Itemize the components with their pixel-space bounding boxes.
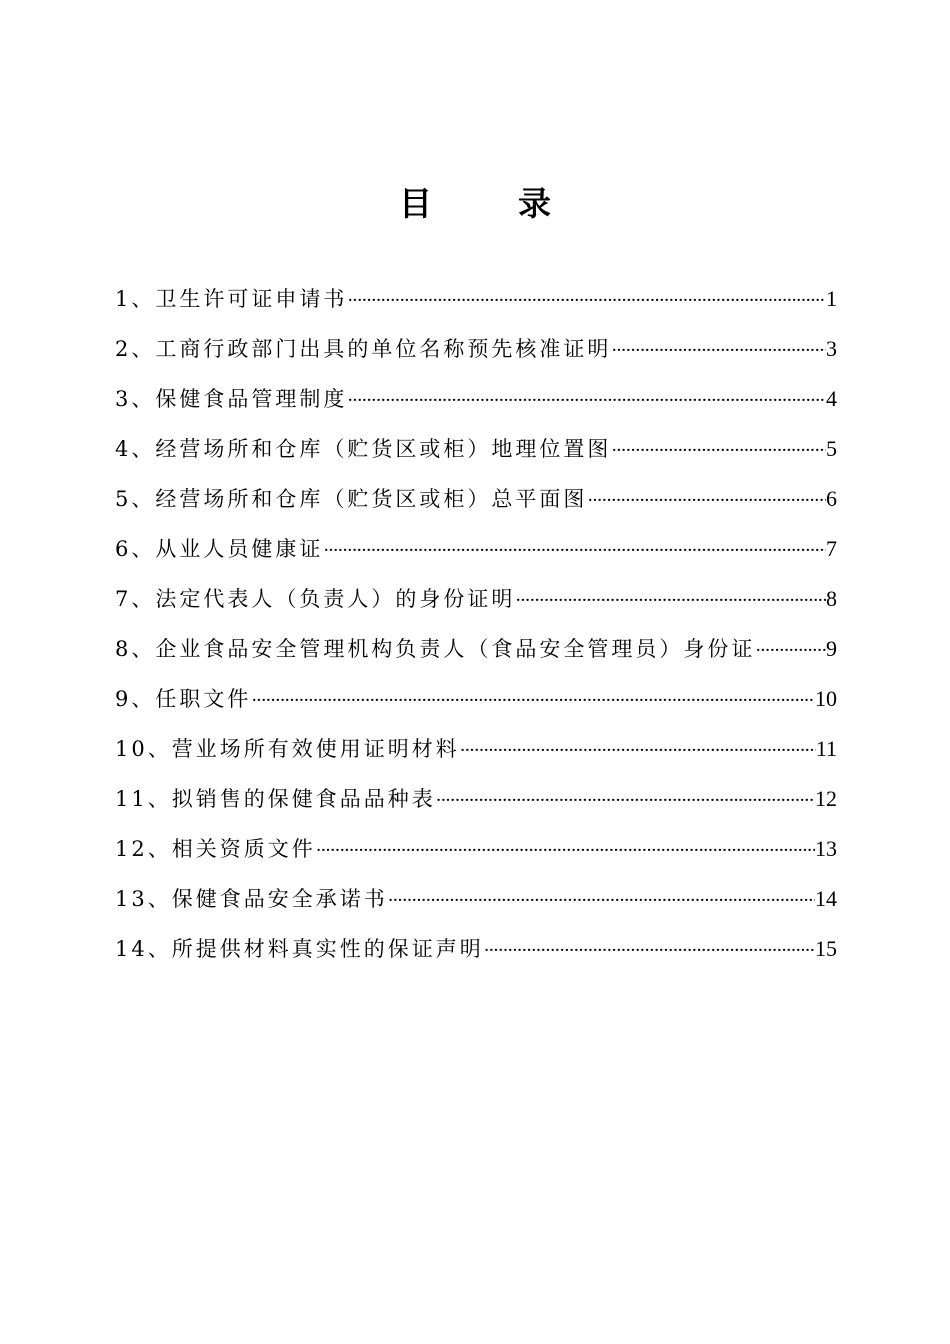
toc-entry-page: 14 <box>815 886 837 911</box>
toc-entry-4[interactable] <box>115 430 837 480</box>
toc-entry-label: 1、卫生许可证申请书 <box>115 287 348 311</box>
toc-leader-dots <box>347 382 826 420</box>
toc-entry-label: 3、保健食品管理制度 <box>115 387 348 411</box>
toc-entry-page: 1 <box>826 286 837 311</box>
toc-entry-page: 7 <box>826 536 837 561</box>
toc-entry-label: 12、相关资质文件 <box>115 837 316 861</box>
page-title <box>0 178 950 225</box>
toc-entry-1[interactable] <box>115 280 837 330</box>
toc-entry-label: 7、法定代表人（负责人）的身份证明 <box>115 587 516 611</box>
toc-entry-6[interactable] <box>115 530 837 580</box>
toc-entry-5[interactable] <box>115 480 837 530</box>
title-char-left: 目 <box>399 184 432 223</box>
toc-entry-page: 6 <box>826 486 837 511</box>
toc-entry-9[interactable] <box>115 680 837 730</box>
toc-entry-7[interactable] <box>115 580 837 630</box>
toc-leader-dots <box>611 432 826 470</box>
toc-entry-3[interactable] <box>115 380 837 430</box>
toc-entry-label: 11、拟销售的保健食品品种表 <box>115 787 436 811</box>
toc-entry-13[interactable] <box>115 880 837 930</box>
toc-leader-dots <box>484 932 815 970</box>
title-char-right: 录 <box>518 184 551 223</box>
table-of-contents <box>115 280 837 980</box>
toc-leader-dots <box>515 582 826 620</box>
toc-entry-10[interactable] <box>115 730 837 780</box>
toc-entry-label: 4、经营场所和仓库（贮货区或柜）地理位置图 <box>115 437 612 461</box>
toc-entry-page: 8 <box>826 586 837 611</box>
toc-leader-dots <box>611 332 826 370</box>
toc-entry-label: 13、保健食品安全承诺书 <box>115 887 388 911</box>
toc-entry-page: 11 <box>815 736 837 761</box>
toc-entry-2[interactable] <box>115 330 837 380</box>
toc-entry-11[interactable] <box>115 780 837 830</box>
toc-entry-label: 14、所提供材料真实性的保证声明 <box>115 937 484 961</box>
toc-leader-dots <box>388 882 815 920</box>
toc-leader-dots <box>323 532 826 570</box>
toc-entry-page: 3 <box>826 336 837 361</box>
toc-entry-page: 10 <box>815 686 837 711</box>
toc-leader-dots <box>436 782 815 820</box>
toc-entry-12[interactable] <box>115 830 837 880</box>
toc-entry-label: 10、营业场所有效使用证明材料 <box>115 737 460 761</box>
toc-leader-dots <box>316 832 815 870</box>
toc-leader-dots <box>460 732 816 770</box>
toc-entry-page: 9 <box>826 636 837 661</box>
toc-entry-label: 6、从业人员健康证 <box>115 537 324 561</box>
toc-entry-8[interactable] <box>115 630 837 680</box>
toc-leader-dots <box>755 632 826 670</box>
toc-entry-page: 13 <box>815 836 837 861</box>
toc-entry-page: 5 <box>826 436 837 461</box>
toc-leader-dots <box>347 282 826 320</box>
toc-entry-label: 2、工商行政部门出具的单位名称预先核准证明 <box>115 337 612 361</box>
toc-entry-page: 15 <box>815 936 837 961</box>
toc-entry-page: 4 <box>826 386 837 411</box>
toc-entry-label: 8、企业食品安全管理机构负责人（食品安全管理员）身份证 <box>115 637 756 661</box>
toc-entry-14[interactable] <box>115 930 837 980</box>
toc-leader-dots <box>587 482 826 520</box>
toc-entry-page: 12 <box>815 786 837 811</box>
toc-leader-dots <box>251 682 815 720</box>
toc-entry-label: 9、任职文件 <box>115 687 252 711</box>
toc-entry-label: 5、经营场所和仓库（贮货区或柜）总平面图 <box>115 487 588 511</box>
